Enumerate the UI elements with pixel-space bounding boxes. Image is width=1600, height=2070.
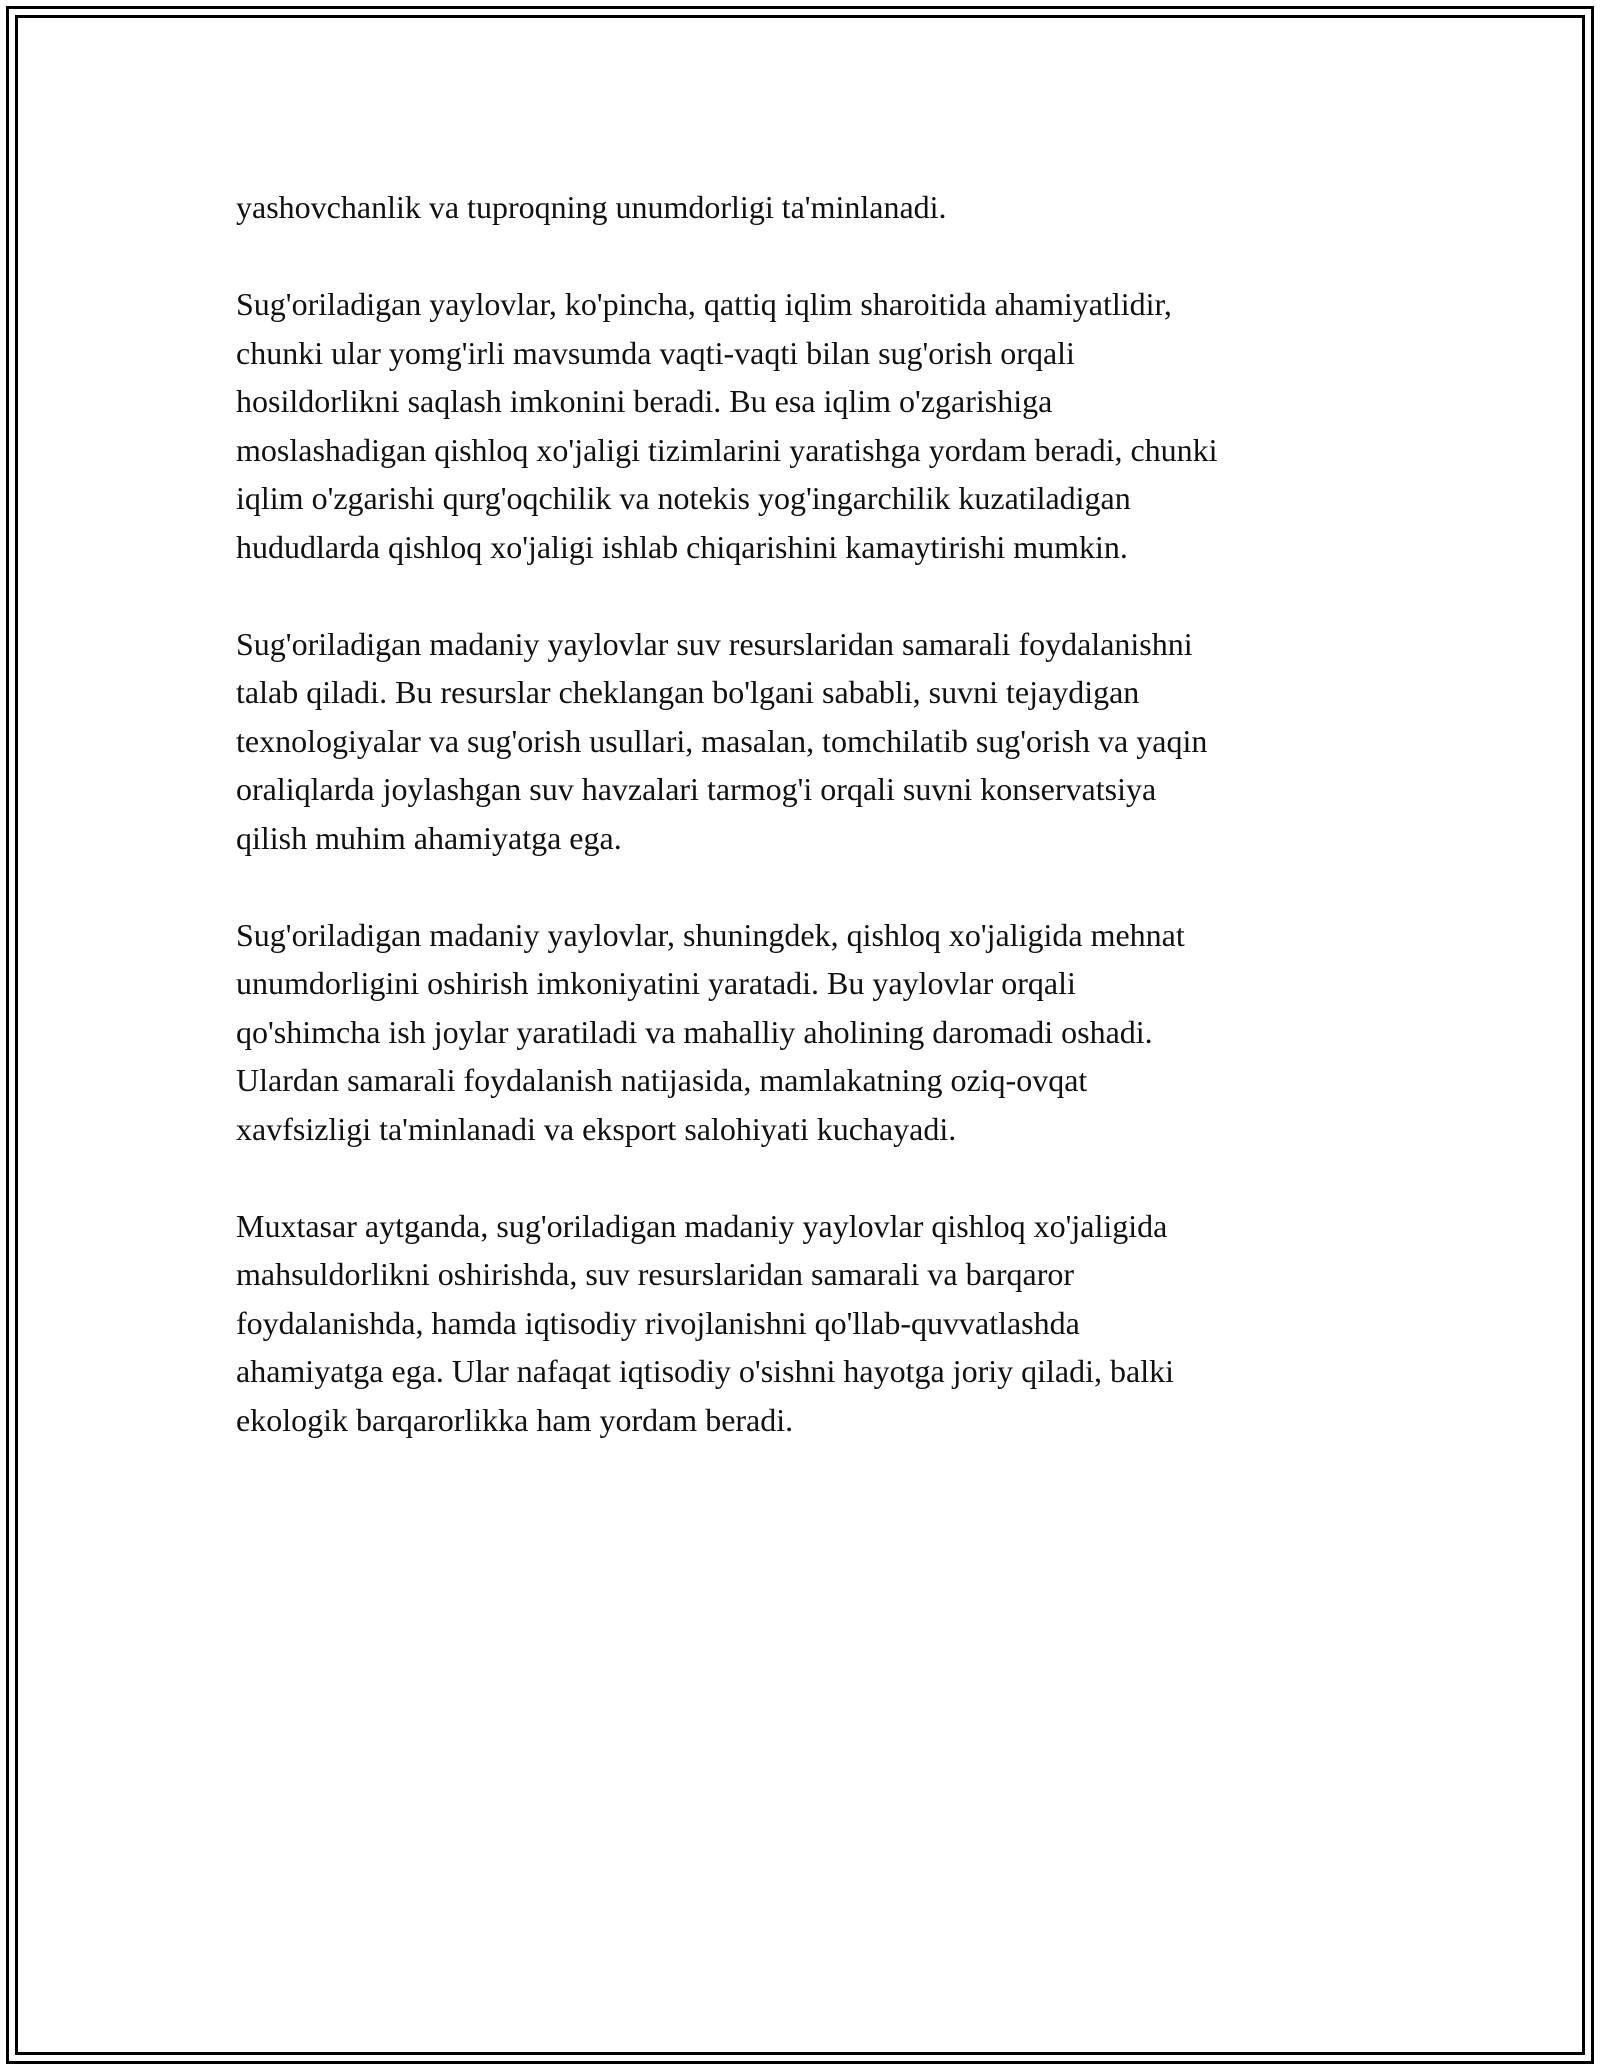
document-body bbox=[236, 183, 1376, 1493]
paragraph-2: Sug'oriladigan yaylovlar, ko'pincha, qattiq iqlim sharoitida ahamiyatlidir, chunki ular yomg'irli mavsumda vaqti-vaqti bilan sug'orish orqali hosildorlikni saqlash imkonini beradi. Bu esa iqlim o'zgarishiga moslashadigan qishloq xo'jaligi tizimlarini yaratishga yordam beradi, chunki iqlim o'zgarishi qurg'oqchilik va notekis yog'ingarchilik kuzatiladigan hududlarda qishloq xo'jaligi ishlab chiqarishini kamaytirishi mumkin. bbox=[236, 286, 1218, 565]
paragraph-3: Sug'oriladigan madaniy yaylovlar suv resurslaridan samarali foydalanishni talab qiladi. Bu resurslar cheklangan bo'lgani sababli, suvni tejaydigan texnologiyalar va sug'orish usullari, masalan, tomchilatib sug'orish va yaqin oraliqlarda joylashgan suv havzalari tarmog'i orqali suvni konservatsiya qilish muhim ahamiyatga ega. bbox=[236, 625, 1208, 856]
paragraph-5: Muxtasar aytganda, sug'oriladigan madaniy yaylovlar qishloq xo'jaligida mahsuldorlikni oshirishda, suv resurslaridan samarali va barqaror foydalanishda, hamda iqtisodiy rivojlanishni qo'llab-quvvatlashda ahamiyatga ega. Ular nafaqat iqtisodiy o'sishni hayotga joriy qiladi, balki ekologik barqarorlikka ham yordam beradi. bbox=[236, 1207, 1174, 1438]
paragraph-1: yashovchanlik va tuproqning unumdorligi ta'minlanadi. bbox=[236, 189, 947, 225]
paragraph-4: Sug'oriladigan madaniy yaylovlar, shuningdek, qishloq xo'jaligida mehnat unumdorligini oshirish imkoniyatini yaratadi. Bu yaylovlar orqali qo'shimcha ish joylar yaratiladi va mahalliy aholining daromadi oshadi. Ulardan samarali foydalanish natijasida, mamlakatning oziq-ovqat xavfsizligi ta'minlanadi va eksport salohiyati kuchayadi. bbox=[236, 916, 1185, 1147]
